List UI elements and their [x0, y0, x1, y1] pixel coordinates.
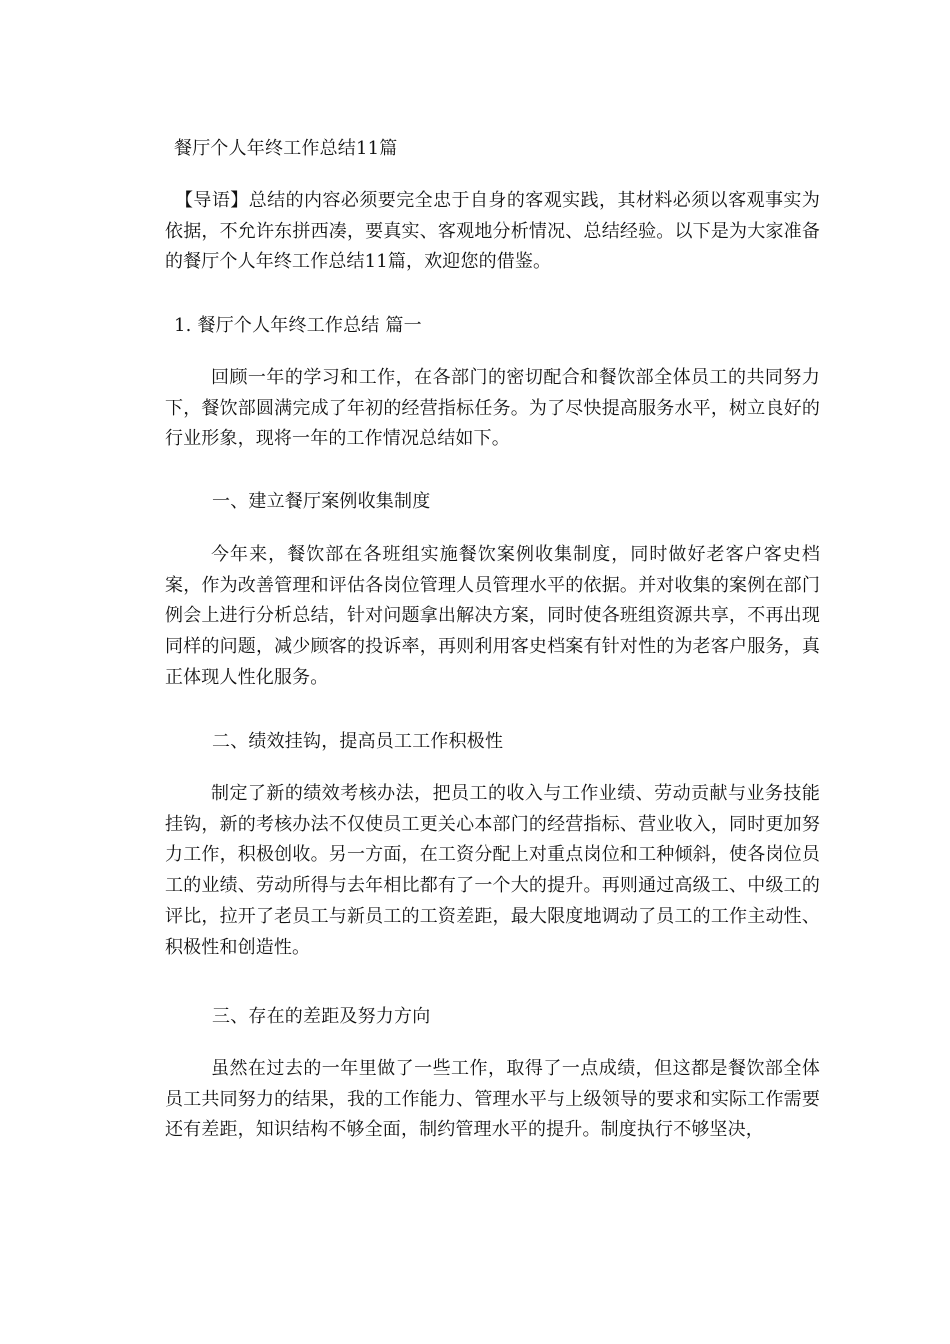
heading-one: 一、建立餐厅案例收集制度 [212, 491, 431, 512]
intro-paragraph: 【导语】总结的内容必须要完全忠于自身的客观实践，其材料必须以客观事实为依据，不允许东拼西凑，要真实、客观地分析情况、总结经验。以下是为大家准备的餐厅个人年终工作总结11篇，欢迎您的借鉴。 [165, 190, 820, 273]
section-title: 1. 餐厅个人年终工作总结 篇一 [174, 315, 422, 336]
paragraph-three: 虽然在过去的一年里做了一些工作，取得了一点成绩，但这都是餐饮部全体员工共同努力的结果，我的工作能力、管理水平与上级领导的要求和实际工作需要还有差距，知识结构不够全面，制约管理水平的提升。制度执行不够坚决， [165, 1058, 820, 1141]
paragraph-two: 制定了新的绩效考核办法，把员工的收入与工作业绩、劳动贡献与业务技能挂钩，新的考核办法不仅使员工更关心本部门的经营指标、营业收入，同时更加努力工作，积极创收。另一方面，在工资分配上对重点岗位和工种倾斜，使各岗位员工的业绩、劳动所得与去年相比都有了一个大的提升。再则通过高级工、中级工的评比，拉开了老员工与新员工的工资差距，最大限度地调动了员工的工作主动性、积极性和创造性。 [165, 783, 820, 958]
paragraph-one: 今年来，餐饮部在各班组实施餐饮案例收集制度，同时做好老客户客史档案，作为改善管理和评估各岗位管理人员管理水平的依据。并对收集的案例在部门例会上进行分析总结，针对问题拿出解决方案，同时使各班组资源共享，不再出现同样的问题，减少顾客的投诉率，再则利用客史档案有针对性的为老客户服务，真正体现人性化服务。 [165, 544, 820, 688]
document-title: 餐厅个人年终工作总结11篇 [174, 138, 398, 159]
heading-three: 三、存在的差距及努力方向 [212, 1006, 431, 1027]
opening-paragraph: 回顾一年的学习和工作，在各部门的密切配合和餐饮部全体员工的共同努力下，餐饮部圆满完成了年初的经营指标任务。为了尽快提高服务水平，树立良好的行业形象，现将一年的工作情况总结如下。 [165, 367, 820, 450]
heading-two: 二、绩效挂钩，提高员工工作积极性 [212, 731, 504, 752]
